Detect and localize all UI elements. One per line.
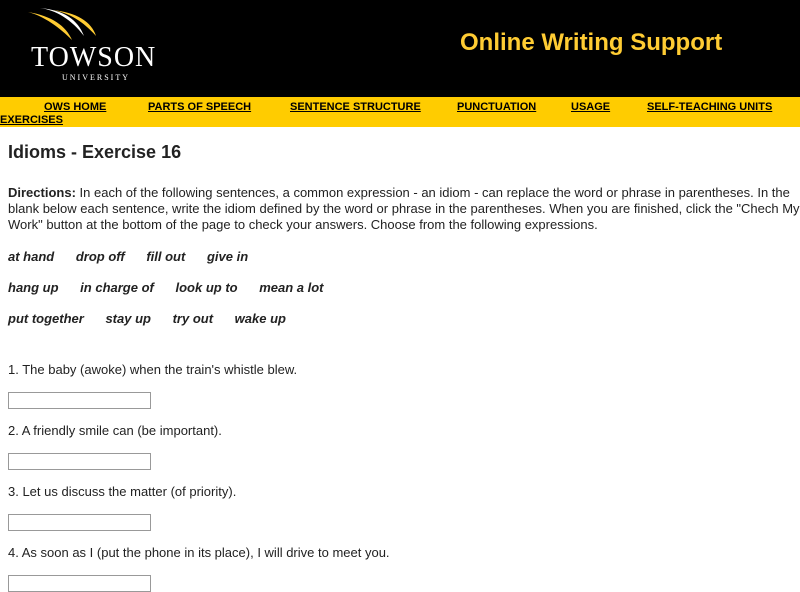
answer-3-input[interactable] xyxy=(8,514,151,531)
nav-bar xyxy=(0,97,800,127)
expression: drop off xyxy=(75,249,125,264)
expression: give in xyxy=(206,249,249,264)
main-content xyxy=(0,141,800,592)
nav-link-punctuation[interactable]: PUNCTUATION xyxy=(457,101,537,113)
directions xyxy=(8,185,800,233)
expression: stay up xyxy=(105,311,151,326)
answer-1-input[interactable] xyxy=(8,392,151,409)
nav-link-exercises[interactable]: EXERCISES xyxy=(0,114,63,126)
nav-link-self-teaching-units[interactable]: SELF-TEACHING UNITS xyxy=(647,101,773,113)
logo-subtitle: UNIVERSITY xyxy=(62,73,130,82)
page-title: Idioms - Exercise 16 xyxy=(8,142,182,162)
expression-row xyxy=(8,310,792,327)
nav-link-parts-of-speech[interactable]: PARTS OF SPEECH xyxy=(148,101,252,113)
nav-link-ows-home[interactable]: OWS HOME xyxy=(44,101,107,113)
expression-row xyxy=(8,248,792,265)
question-2-text: 2. A friendly smile can (be important). xyxy=(8,423,222,438)
nav-link-sentence-structure[interactable]: SENTENCE STRUCTURE xyxy=(290,101,421,113)
expression: wake up xyxy=(234,311,286,326)
answer-4-input[interactable] xyxy=(8,575,151,592)
expression: in charge of xyxy=(80,280,154,295)
expression: look up to xyxy=(175,280,238,295)
nav-link-usage[interactable]: USAGE xyxy=(571,101,611,113)
tiger-swoosh-icon xyxy=(22,6,102,46)
expression: fill out xyxy=(146,249,186,264)
question-3-text: 3. Let us discuss the matter (of priority). xyxy=(8,484,237,499)
expression-row xyxy=(8,279,792,296)
expression: at hand xyxy=(8,249,55,264)
question-1-text: 1. The baby (awoke) when the train's whistle blew. xyxy=(8,362,298,377)
site-title: Online Writing Support xyxy=(460,29,723,56)
answer-2-input[interactable] xyxy=(8,453,151,470)
site-header xyxy=(0,0,800,97)
directions-label: Directions: xyxy=(8,185,76,200)
directions-text: In each of the following sentences, a common expression - an idiom - can replace the word or phrase in parentheses. In the blank below each sentence, write the idiom defined by the word or phrase in the parentheses. When you are finished, click the "Chech My Work" button at the bottom of the page to check your answers. Choose from the following expressions. xyxy=(8,185,800,232)
towson-logo[interactable] xyxy=(22,6,157,82)
question-4-text: 4. As soon as I (put the phone in its place), I will drive to meet you. xyxy=(8,545,390,560)
expression: try out xyxy=(172,311,214,326)
expression: mean a lot xyxy=(259,280,324,295)
expression: hang up xyxy=(8,280,59,295)
logo-wordmark: TOWSON xyxy=(31,42,157,73)
expression: put together xyxy=(8,311,84,326)
